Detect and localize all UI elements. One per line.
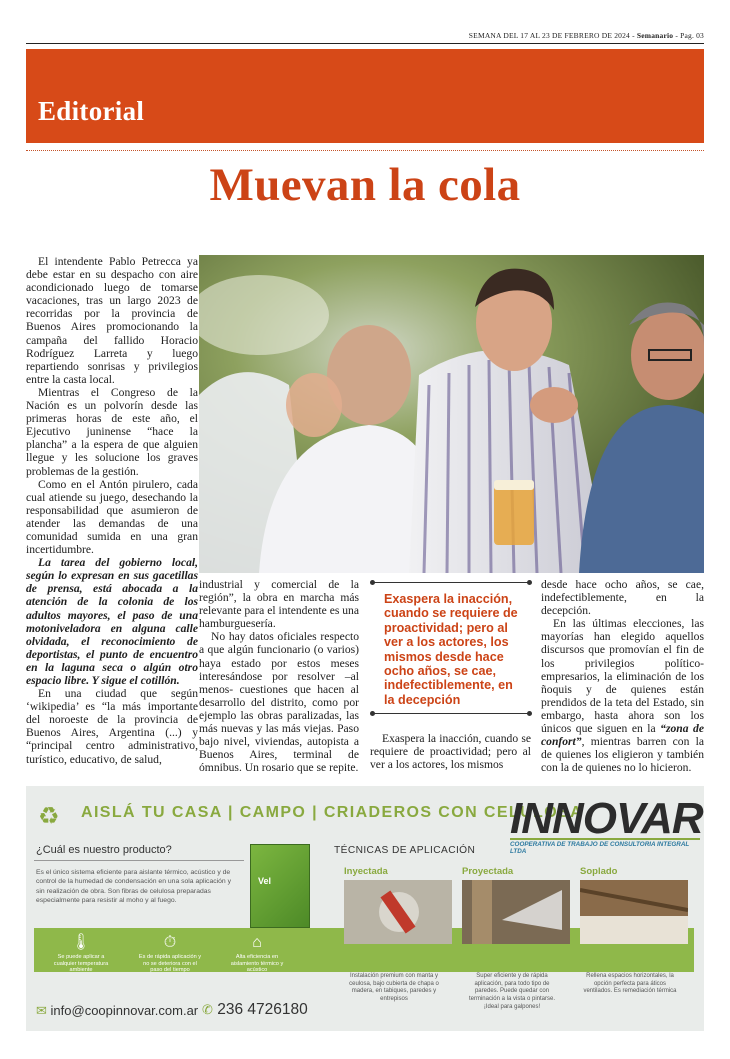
ad-description: Es el único sistema eficiente para aislante térmico, acústico y de control de la humedad de condensación en una sola aplicación y sin realización de obra. Son fibras de celulosa preparadas especialmente para resistir al moho y al fuego. (36, 869, 231, 904)
paragraph-text: , mientras barren con la de quienes los eligieron y también con la de quienes no lo hicieron. (541, 735, 704, 775)
paragraph: No hay datos oficiales respecto a que algún funcionario (o varios) haya estado por estos meses interesándose por resolver –al menos- cuestiones que hacen al desarrollo del distrito, como por ejemplo las obras paralizadas, las más nuevas y las más viejas. Paso bajo nivel, viviendas, autopista a Buenos Aires, terminal de ómnibus. Un rosario que se repite. (199, 630, 359, 775)
photo-man-at-table (199, 255, 704, 573)
stopwatch-icon: ⏱ (163, 934, 177, 951)
house-icon: ⌂ (252, 934, 262, 951)
recycle-icon: ♻ (38, 804, 60, 830)
technique-description: Instalación premium con manta y ceulosa, bajo cubierta de chapa o madera, en tabiques, paredes y entrepisos (349, 973, 439, 1003)
product-label: Vel (258, 876, 272, 886)
paragraph-text: En las últimas elecciones, las mayorías han elegido aquellos discursos que promovían el fin de los privilegios político-empresarios, la eliminación de los ñoquis y de quienes están prendidos de la teta del Estado, sin embargo, hasta ahora son los únicos que siguen en la (541, 617, 704, 736)
paragraph: Como en el Antón pirulero, cada cual atiende su juego, desechando la responsabilidad que asumieron de atender las demandas de una comunidad sumida en una gran incertidumbre. (26, 477, 198, 557)
pull-quote-rule-top (372, 582, 530, 583)
ad-question: ¿Cuál es nuestro producto? (36, 844, 172, 856)
pull-quote (372, 582, 530, 714)
ad-rule (34, 860, 244, 861)
technique-title: Inyectada (344, 866, 388, 877)
technique-sprayed (462, 866, 570, 974)
technique-blown (580, 866, 688, 974)
ad-phone[interactable] (202, 1001, 308, 1019)
feature-efficiency (224, 934, 290, 974)
mail-icon: ✉ (36, 1003, 47, 1018)
brand-tagline: COOPERATIVA DE TRABAJO DE CONSULTORIA INTEGRAL LTDA (510, 838, 700, 855)
feature-text: Es de rápida aplicación y no se deteriora con el paso del tiempo (138, 954, 202, 974)
techniques-title: TÉCNICAS DE APLICACIÓN (334, 845, 476, 856)
pull-quote-rule-bottom (372, 713, 530, 714)
article-column-3 (370, 732, 531, 771)
injected-photo (344, 880, 452, 944)
technique-title: Proyectada (462, 866, 514, 877)
blown-photo (580, 880, 688, 944)
section-label: Editorial (38, 96, 145, 126)
paragraph: El intendente Pablo Petrecca ya debe estar en su despacho con aire acondicionado luego de tomarse vacaciones, tras un largo 2023 de recorridas por la provincia de Buenos Aires promocionando la campaña del fallido Horacio Rodríguez Larreta y luego repartiendo sonrisas y privilegios entre la casta local. (26, 255, 198, 386)
issue-week: SEMANA DEL 17 AL 23 DE FEBRERO DE 2024 - (468, 31, 637, 40)
page-header-meta (469, 31, 704, 40)
ad-headline: AISLÁ TU CASA | CAMPO | CRIADEROS CON CELULOSA (81, 804, 584, 821)
quoted-phrase: “zona de confort” (541, 722, 704, 749)
emphasized-paragraph: La tarea del gobierno local, según lo expresan en sus gacetillas de prensa, está abocada a la atención de la colonia de los adultos mayores, el paso de una motoniveladora en alguna calle olvidada, el reconocimiento de deportistas, el punto de encuentro en la laguna seca o algún otro espacio libre. Y sigue el cotillón. (26, 556, 198, 687)
header-rule (26, 43, 704, 44)
whatsapp-icon: ✆ (202, 1002, 213, 1017)
technique-description: Rellena espacios horizontales, la opción perfecta para áticos ventilados. Es remediación térmica (583, 973, 677, 995)
paragraph: Mientras el Congreso de la Nación es un polvorín desde las primeras horas de este año, el Ejecutivo juninense “hace la plancha” a la espera de que alguien llegue y les solucione los graves problemas de la gestión. (26, 385, 198, 478)
article-column-2 (199, 578, 359, 774)
brand-logo: INNOVAR (510, 794, 703, 843)
ad-email[interactable] (36, 1003, 198, 1019)
paragraph (541, 617, 704, 774)
product-bag-image (250, 844, 310, 928)
paragraph: industrial y comercial de la región”, la obra en marcha más relevante para el intendente es una hamburguesería. (199, 578, 359, 631)
page-number: - Pag. 03 (673, 31, 704, 40)
email-text: info@coopinnovar.com.ar (50, 1003, 199, 1018)
thermometer-icon: 🌡 (70, 934, 92, 951)
feature-text: Alta eficiencia en aislamiento térmico y acústico (230, 954, 284, 974)
publication-name: Semanario (636, 31, 674, 40)
dotted-divider (26, 150, 704, 151)
advertisement[interactable] (26, 786, 704, 1031)
technique-injected (344, 866, 452, 974)
feature-temperature (48, 934, 114, 974)
paragraph: En una ciudad que según ‘wikipedia’ es “la más importante del noroeste de la provincia de Buenos Aires, Argentina (...) y “principal centro administrativo, turístico, educativo, de salud, (26, 687, 198, 766)
sprayed-photo (462, 880, 570, 944)
article-photo (199, 255, 704, 573)
feature-speed (137, 934, 203, 974)
article-column-1 (26, 255, 198, 766)
article-headline: Muevan la cola (209, 159, 521, 211)
pull-quote-text: Exaspera la inacción, cuando se requiere de proactividad; pero al ver a los actores, los mismos desde hace ocho años, se cae, indefectiblemente, en la decepción (384, 592, 518, 707)
technique-title: Soplado (580, 866, 618, 877)
technique-description: Super eficiente y de rápida aplicación, para todo tipo de paredes. Puede quedar con terminación a la vista o pintarse. ¡Ideal para galpones! (468, 973, 556, 1010)
paragraph: desde hace ocho años, se cae, indefectiblemente, en la decepción. (541, 578, 704, 618)
feature-text: Se puede aplicar a cualquier temperatura ambiente (53, 954, 109, 974)
phone-text: 236 4726180 (217, 1001, 308, 1018)
article-column-4 (541, 578, 704, 774)
paragraph: Exaspera la inacción, cuando se requiere de proactividad; pero al ver a los actores, los mismos (370, 732, 531, 772)
